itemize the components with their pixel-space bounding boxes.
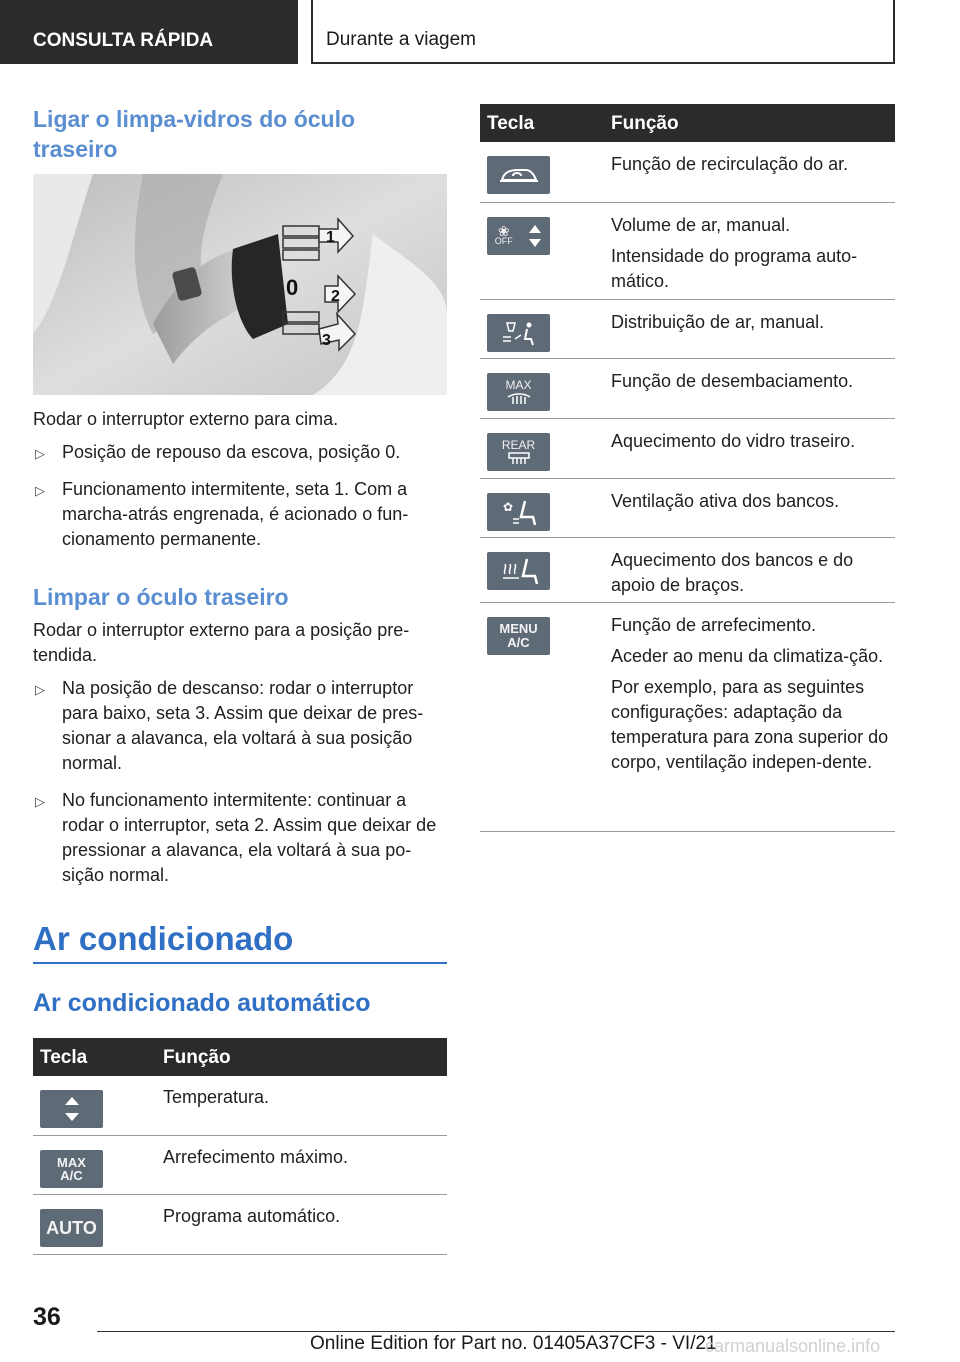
arrow-label-2: 2 [331,288,340,305]
footer-divider [97,1331,895,1332]
air-distribution-icon [487,314,550,352]
table-row: MAX A/C Arrefecimento máximo. [33,1136,447,1195]
svg-text:✿: ✿ [502,500,513,514]
ac-table-left [33,1038,447,1255]
clean-rear-heading: Limpar o óculo traseiro [33,584,289,610]
list-item: ▷ No funcionamento intermitente: continuar a rodar o interruptor, seta 2. Assim que deixar de pressionar a alavanca, ela voltará à sua po-sição normal. [35,790,437,885]
rear-wiper-bullets [33,440,447,564]
section-title: CONSULTA RÁPIDA [33,30,214,51]
wiper-stalk-illustration [33,174,447,395]
table-row: Aquecimento dos bancos e do apoio de braços. [480,538,895,603]
position-label-0: 0 [286,275,299,300]
table-header [480,104,895,142]
section-tab [0,0,298,64]
ac-table-right [480,104,895,832]
watermark: carmanualsonline.info [705,1336,881,1356]
arrow-label-1: 1 [326,229,335,246]
col-key-header: Tecla [40,1047,88,1068]
max-ac-icon: MAX A/C [40,1150,103,1188]
table-row: MAX Função de desembaciamento. [480,359,895,419]
chapter-title: Durante a viagem [326,29,476,50]
max-defrost-icon: MAX [487,373,550,411]
page-number: 36 [33,1303,61,1331]
triangle-bullet-icon: ▷ [35,794,45,809]
table-row: Temperatura. [33,1076,447,1136]
col-key-header: Tecla [487,113,535,134]
arrow-label-3: 3 [322,332,331,349]
ac-subtitle: Ar condicionado automático [33,989,371,1017]
seat-ventilation-icon [487,493,550,531]
table-row: REAR Aquecimento do vidro traseiro. [480,419,895,479]
table-row: ❀ OFF Volume de ar, manual. Intensidade do programa auto-mático. [480,203,895,300]
ac-title: Ar condicionado [33,920,294,957]
menu-ac-icon: MENU A/C [487,617,550,655]
auto-icon: AUTO [40,1209,103,1247]
triangle-bullet-icon: ▷ [35,682,45,697]
rear-wiper-intro: Rodar o interruptor externo para cima. [33,409,339,429]
triangle-bullet-icon: ▷ [35,446,45,461]
rear-wiper-heading: Ligar o limpa-vidros do óculo traseiro [33,106,356,162]
list-item: ▷ Na posição de descanso: rodar o interruptor para baixo, seta 3. Assim que deixar de pres-sionar a alavanca, ela voltará à sua posição normal. [35,678,424,773]
table-row: MENU A/C Função de arrefecimento. Aceder ao menu da climatiza-ção. Por exemplo, para as seguintes configurações: adaptação da temperatura para zona superior do corpo, ventilação indepen-dente. [480,603,895,832]
col-function-header: Função [611,113,679,134]
list-item: ▷ Posição de repouso da escova, posição 0. [33,440,447,465]
seat-heating-icon [487,552,550,590]
fan-off-icon: ❀ OFF [487,217,550,255]
table-row: ✿ Ventilação ativa dos bancos. [480,479,895,538]
table-header [33,1038,447,1076]
clean-rear-bullets [33,676,447,900]
clean-rear-intro: Rodar o interruptor externo para a posição pre-tendida. [33,620,410,665]
col-function-header: Função [163,1047,231,1068]
table-row: Função de recirculação do ar. [480,142,895,203]
chapter-tab [311,0,895,64]
temperature-arrows-icon [40,1090,103,1128]
title-divider [33,962,447,964]
table-row: AUTO Programa automático. [33,1195,447,1255]
wiper-stalk-photo [33,174,447,395]
triangle-bullet-icon: ▷ [35,483,45,498]
edition-text: Online Edition for Part no. 01405A37CF3 - VI/21 [310,1333,717,1354]
list-item: ▷ Funcionamento intermitente, seta 1. Com a marcha-atrás engrenada, é acionado o fun-cionamento permanente. [35,479,409,549]
recirculation-icon [487,156,550,194]
rear-defrost-icon: REAR [487,433,550,471]
table-row: Distribuição de ar, manual. [480,300,895,359]
